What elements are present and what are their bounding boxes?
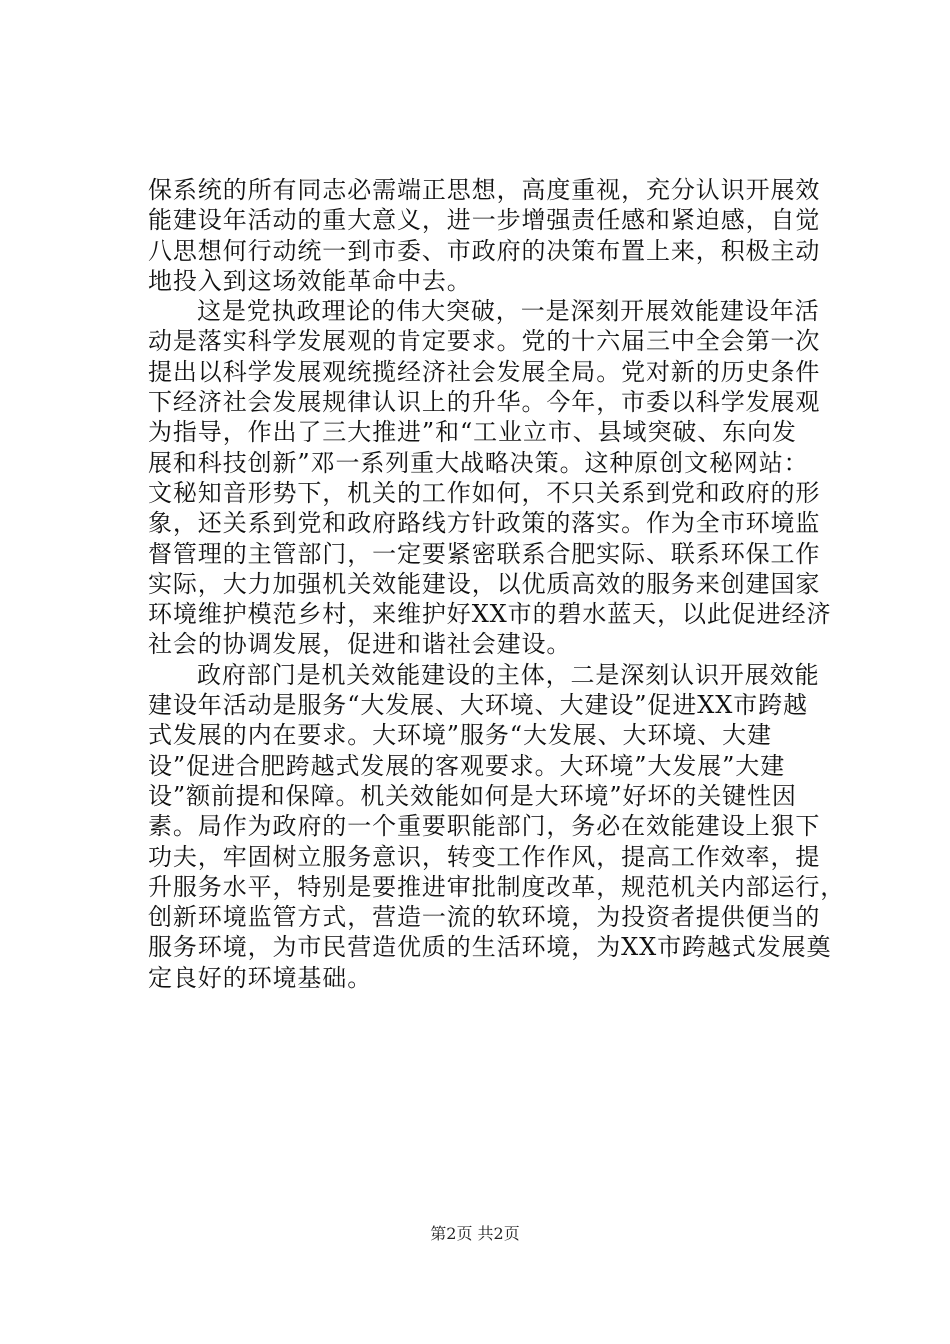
paragraph-2-line-2: 动是落实科学发展观的肯定要求。党的十六届三中全会第一次 (148, 327, 821, 356)
paragraph-1-line-4: 地投入到这场效能革命中去。 (148, 266, 472, 295)
paragraph-3-line-10: 服务环境，为市民营造优质的生活环境，为XX市跨越式发展奠 (148, 933, 832, 962)
paragraph-2-line-10: 实际，大力加强机关效能建设，以优质高效的服务来创建国家 (148, 569, 821, 598)
paragraph-3-line-11: 定良好的环境基础。 (148, 963, 373, 992)
paragraph-1-line-2: 能建设年活动的重大意义，进一步增强责任感和紧迫感，自觉 (148, 206, 821, 235)
paragraph-3-line-5: 设”额前提和保障。机关效能如何是大环境”好坏的关键性因 (148, 781, 797, 810)
paragraph-3-line-1: 政府部门是机关效能建设的主体，二是深刻认识开展效能 (197, 660, 820, 689)
paragraph-2-line-6: 展和科技创新”邓一系列重大战略决策。这种原创文秘网站： (148, 448, 809, 477)
paragraph-3-line-6: 素。局作为政府的一个重要职能部门，务必在效能建设上狠下 (148, 812, 821, 841)
paragraph-1-line-1: 保系统的所有同志必需端正思想，高度重视，充分认识开展效 (148, 176, 821, 204)
paragraph-2-line-9: 督管理的主管部门，一定要紧密联系合肥实际、联系环保工作 (148, 539, 821, 568)
paragraph-2-line-1: 这是党执政理论的伟大突破，一是深刻开展效能建设年活 (197, 297, 820, 326)
paragraph-3-line-3: 式发展的内在要求。大环境”服务“大发展、大环境、大建 (148, 721, 772, 750)
paragraph-1-line-3: 八思想何行动统一到市委、市政府的决策布置上来，积极主动 (148, 236, 821, 265)
paragraph-2-line-5: 为指导，作出了三大推进”和“工业立市、县域突破、东向发 (148, 418, 797, 447)
paragraph-3-line-9: 创新环境监管方式，营造一流的软环境，为投资者提供便当的 (148, 903, 821, 932)
paragraph-2-line-4: 下经济社会发展规律认识上的升华。今年，市委以科学发展观 (148, 388, 821, 417)
paragraph-2-line-7: 文秘知音形势下，机关的工作如何，不只关系到党和政府的形 (148, 478, 821, 507)
paragraph-3-line-4: 设”促进合肥跨越式发展的客观要求。大环境”大发展”大建 (148, 751, 786, 780)
page-number-footer: 第2页 共2页 (430, 1224, 520, 1243)
paragraph-3-line-7: 功夫，牢固树立服务意识，转变工作作风，提高工作效率，提 (148, 842, 821, 871)
paragraph-2-line-12: 社会的协调发展，促进和谐社会建设。 (148, 630, 572, 659)
paragraph-2-line-11: 环境维护模范乡村，来维护好XX市的碧水蓝天，以此促进经济 (148, 600, 832, 629)
paragraph-3-line-8: 升服务水平，特别是要推进审批制度改革，规范机关内部运行， (148, 872, 846, 901)
paragraph-2-line-8: 象，还关系到党和政府路线方针政策的落实。作为全市环境监 (148, 509, 821, 538)
paragraph-2-line-3: 提出以科学发展观统揽经济社会发展全局。党对新的历史条件 (148, 357, 821, 386)
paragraph-3-line-2: 建设年活动是服务“大发展、大环境、大建设”促进XX市跨越 (148, 691, 808, 720)
document-body (148, 175, 846, 993)
